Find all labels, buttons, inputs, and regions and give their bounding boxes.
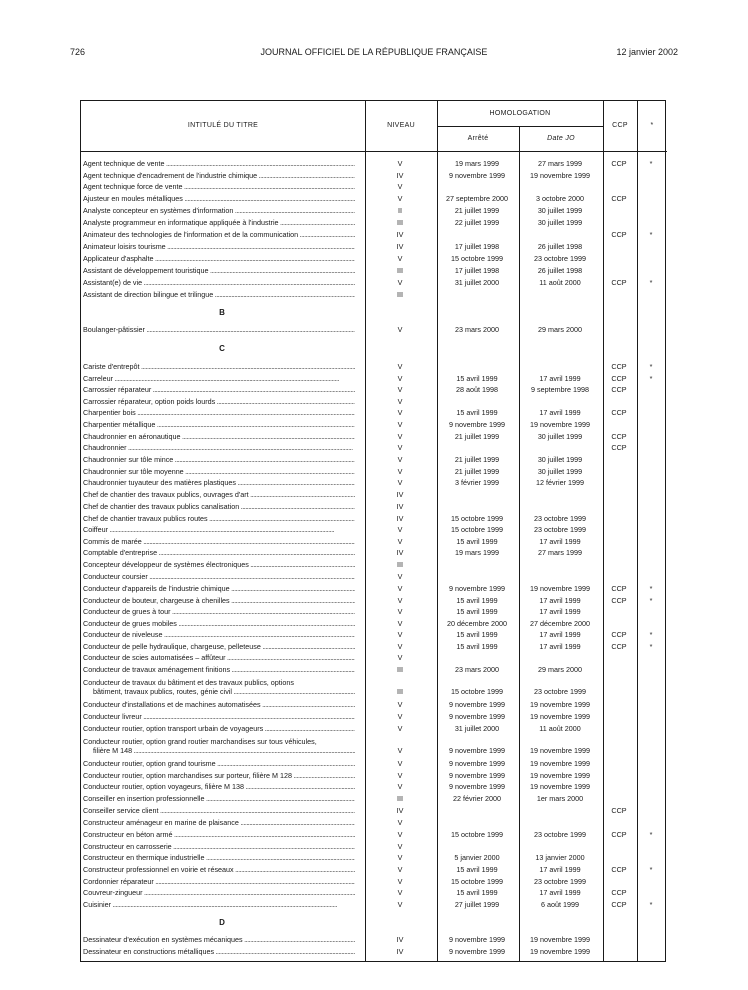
cell-niveau: V bbox=[397, 746, 403, 755]
cell-niveau: V bbox=[397, 724, 403, 733]
cell-title-line1: Conducteur de travaux du bâtiment et des travaux publics, options bbox=[83, 678, 294, 687]
publication-date: 12 janvier 2002 bbox=[616, 47, 678, 57]
cell-date-jo: 19 novembre 1999 bbox=[530, 746, 590, 755]
cell-arrete: 3 février 1999 bbox=[455, 478, 499, 487]
cell-title: Applicateur d'asphalte ..... bbox=[83, 254, 355, 264]
cell-niveau: V bbox=[397, 478, 403, 487]
cell-niveau: V bbox=[397, 771, 403, 780]
cell-title: Chef de chantier des travaux publics, ouvrages d'art ..... bbox=[83, 490, 355, 500]
cell-title-line2: filière M 148 ..... bbox=[83, 746, 355, 755]
cell-niveau: V bbox=[397, 467, 403, 476]
cell-niveau: III bbox=[397, 794, 403, 803]
cell-arrete: 21 juillet 1999 bbox=[454, 467, 500, 476]
cell-niveau: IV bbox=[396, 947, 404, 956]
cell-niveau: V bbox=[397, 397, 403, 406]
cell-niveau: V bbox=[397, 443, 403, 452]
cell-title: Chef de chantier travaux publics routes ..... bbox=[83, 514, 355, 524]
cell-title: Cuisinier ..... bbox=[83, 900, 355, 910]
cell-title: Chaudronnier ..... bbox=[83, 443, 355, 453]
cell-niveau: V bbox=[397, 159, 403, 168]
cell-niveau: V bbox=[397, 877, 403, 886]
cell-date-jo: 17 avril 1999 bbox=[539, 408, 581, 417]
cell-date-jo: 12 février 1999 bbox=[536, 478, 584, 487]
cell-niveau: V bbox=[397, 194, 403, 203]
cell-niveau: IV bbox=[396, 502, 404, 511]
cell-arrete: 15 octobre 1999 bbox=[451, 877, 503, 886]
cell-title: Dessinateur en constructions métalliques ..... bbox=[83, 947, 355, 957]
cell-title: Carrossier réparateur ..... bbox=[83, 385, 355, 395]
cell-date-jo: 26 juillet 1998 bbox=[537, 266, 583, 275]
column-header-title: INTITULÉ DU TITRE bbox=[187, 122, 259, 129]
cell-title: Animateur des technologies de l'information et de la communication ..... bbox=[83, 230, 355, 240]
cell-title: Chaudronnier sur tôle moyenne ..... bbox=[83, 467, 355, 477]
cell-title: Assistant de direction bilingue et trilingue ..... bbox=[83, 290, 355, 300]
journal-title: JOURNAL OFFICIEL DE LA RÉPUBLIQUE FRANÇAISE bbox=[260, 47, 488, 57]
cell-arrete: 9 novembre 1999 bbox=[449, 947, 505, 956]
cell-title: Conducteur de pelle hydraulique, chargeuse, pelleteuse ..... bbox=[83, 642, 355, 652]
cell-date-jo: 23 octobre 1999 bbox=[534, 254, 586, 263]
cell-niveau: V bbox=[397, 596, 403, 605]
cell-arrete: 31 juillet 2000 bbox=[454, 278, 500, 287]
cell-niveau: V bbox=[397, 374, 403, 383]
cell-title: Animateur loisirs tourisme ..... bbox=[83, 242, 355, 252]
cell-ccp: CCP bbox=[611, 432, 627, 441]
section-letter: B bbox=[219, 308, 225, 317]
cell-title: Conducteur de niveleuse ..... bbox=[83, 630, 355, 640]
cell-arrete: 9 novembre 1999 bbox=[449, 771, 505, 780]
cell-niveau: V bbox=[397, 853, 403, 862]
cell-title: Conducteur routier, option marchandises sur porteur, filière M 128 ..... bbox=[83, 771, 355, 781]
cell-date-jo: 17 avril 1999 bbox=[539, 607, 581, 616]
cell-arrete: 22 février 2000 bbox=[453, 794, 501, 803]
cell-star: * bbox=[649, 630, 653, 639]
cell-title: Analyste concepteur en systèmes d'information ..... bbox=[83, 206, 355, 216]
cell-ccp: CCP bbox=[611, 584, 627, 593]
cell-niveau: V bbox=[397, 325, 403, 334]
cell-title: Commis de marée ..... bbox=[83, 537, 355, 547]
cell-title: Conducteur de bouteur, chargeuse à chenilles ..... bbox=[83, 596, 355, 606]
cell-arrete: 15 avril 1999 bbox=[456, 642, 498, 651]
cell-title: Conducteur de grues à tour ..... bbox=[83, 607, 355, 617]
cell-title: Couvreur-zingueur ..... bbox=[83, 888, 355, 898]
cell-title: Chef de chantier des travaux publics canalisation ..... bbox=[83, 502, 355, 512]
cell-niveau: V bbox=[397, 408, 403, 417]
cell-arrete: 15 octobre 1999 bbox=[451, 254, 503, 263]
cell-niveau: V bbox=[397, 653, 403, 662]
cell-title: Conducteur de scies automatisées – affûteur ..... bbox=[83, 653, 355, 663]
cell-title: Conducteur livreur ..... bbox=[83, 712, 355, 722]
cell-arrete: 19 mars 1999 bbox=[455, 159, 499, 168]
cell-title: Conseiller service client ..... bbox=[83, 806, 355, 816]
cell-title: Conducteur d'installations et de machines automatisées ..... bbox=[83, 700, 355, 710]
cell-title: Conducteur routier, option grand tourisme ..... bbox=[83, 759, 355, 769]
cell-title: Ajusteur en moules métalliques ..... bbox=[83, 194, 355, 204]
cell-title: Dessinateur d'exécution en systèmes mécaniques ..... bbox=[83, 935, 355, 945]
cell-title bbox=[83, 737, 355, 755]
cell-niveau: V bbox=[397, 584, 403, 593]
cell-title: Conducteur coursier ..... bbox=[83, 572, 355, 582]
cell-arrete: 15 avril 1999 bbox=[456, 607, 498, 616]
cell-arrete: 15 octobre 1999 bbox=[451, 687, 503, 696]
cell-date-jo: 17 avril 1999 bbox=[539, 865, 581, 874]
cell-ccp: CCP bbox=[611, 596, 627, 605]
cell-arrete: 15 avril 1999 bbox=[456, 630, 498, 639]
cell-title: Carreleur ..... bbox=[83, 374, 355, 384]
cell-star: * bbox=[649, 830, 653, 839]
cell-title: Agent technique d'encadrement de l'industrie chimique ..... bbox=[83, 171, 355, 181]
cell-star: * bbox=[649, 362, 653, 371]
column-header-niveau: NIVEAU bbox=[387, 122, 415, 129]
cell-star: * bbox=[649, 642, 653, 651]
cell-title-line1: Conducteur routier, option grand routier marchandises sur tous véhicules, bbox=[83, 737, 317, 746]
cell-date-jo: 30 juillet 1999 bbox=[537, 455, 583, 464]
cell-title: Conducteur routier, option voyageurs, filière M 138 ..... bbox=[83, 782, 355, 792]
cell-star: * bbox=[649, 584, 653, 593]
cell-niveau: IV bbox=[396, 171, 404, 180]
cell-date-jo: 19 novembre 1999 bbox=[530, 700, 590, 709]
cell-arrete: 9 novembre 1999 bbox=[449, 420, 505, 429]
cell-date-jo: 23 octobre 1999 bbox=[534, 525, 586, 534]
column-header-date-jo: Date JO bbox=[547, 135, 575, 142]
cell-ccp: CCP bbox=[611, 642, 627, 651]
cell-niveau: V bbox=[397, 818, 403, 827]
cell-date-jo: 30 juillet 1999 bbox=[537, 218, 583, 227]
cell-star: * bbox=[649, 900, 653, 909]
cell-date-jo: 30 juillet 1999 bbox=[537, 432, 583, 441]
cell-arrete: 9 novembre 1999 bbox=[449, 746, 505, 755]
cell-star: * bbox=[649, 596, 653, 605]
cell-date-jo: 27 décembre 2000 bbox=[530, 619, 590, 628]
cell-title: Assistant(e) de vie ..... bbox=[83, 278, 355, 288]
cell-title: Cordonnier réparateur ..... bbox=[83, 877, 355, 887]
cell-title: Comptable d'entreprise ..... bbox=[83, 548, 355, 558]
cell-date-jo: 17 avril 1999 bbox=[539, 537, 581, 546]
cell-arrete: 9 novembre 1999 bbox=[449, 935, 505, 944]
cell-date-jo: 23 octobre 1999 bbox=[534, 514, 586, 523]
cell-niveau: V bbox=[397, 537, 403, 546]
cell-title bbox=[83, 678, 355, 696]
cell-arrete: 17 juillet 1998 bbox=[454, 242, 500, 251]
cell-ccp: CCP bbox=[611, 362, 627, 371]
cell-niveau: IV bbox=[396, 806, 404, 815]
cell-title: Charpentier métallique ..... bbox=[83, 420, 355, 430]
cell-title: Conducteur de travaux aménagement finitions ..... bbox=[83, 665, 355, 675]
cell-date-jo: 11 août 2000 bbox=[539, 278, 581, 287]
cell-niveau: V bbox=[397, 900, 403, 909]
cell-date-jo: 9 septembre 1998 bbox=[531, 385, 589, 394]
cell-niveau: V bbox=[397, 432, 403, 441]
cell-niveau: V bbox=[397, 759, 403, 768]
cell-title: Conducteur routier, option transport urbain de voyageurs ..... bbox=[83, 724, 355, 734]
cell-title: Conducteur d'appareils de l'industrie chimique ..... bbox=[83, 584, 355, 594]
cell-arrete: 27 septembre 2000 bbox=[446, 194, 508, 203]
cell-star: * bbox=[649, 865, 653, 874]
cell-arrete: 9 novembre 1999 bbox=[449, 171, 505, 180]
cell-niveau: V bbox=[397, 830, 403, 839]
cell-arrete: 15 octobre 1999 bbox=[451, 514, 503, 523]
cell-niveau: V bbox=[397, 865, 403, 874]
cell-arrete: 17 juillet 1998 bbox=[454, 266, 500, 275]
cell-arrete: 15 octobre 1999 bbox=[451, 830, 503, 839]
cell-niveau: V bbox=[397, 278, 403, 287]
cell-arrete: 31 juillet 2000 bbox=[454, 724, 500, 733]
cell-title: Constructeur professionnel en voirie et réseaux ..... bbox=[83, 865, 355, 875]
cell-date-jo: 19 novembre 1999 bbox=[530, 759, 590, 768]
cell-arrete: 28 août 1998 bbox=[456, 385, 498, 394]
cell-date-jo: 19 novembre 1999 bbox=[530, 947, 590, 956]
cell-niveau: V bbox=[397, 619, 403, 628]
section-letter: D bbox=[219, 918, 225, 927]
cell-niveau: IV bbox=[396, 490, 404, 499]
header-divider bbox=[81, 151, 667, 152]
cell-title: Constructeur en béton armé ..... bbox=[83, 830, 355, 840]
cell-date-jo: 3 octobre 2000 bbox=[536, 194, 584, 203]
cell-arrete: 15 avril 1999 bbox=[456, 408, 498, 417]
cell-niveau: V bbox=[397, 700, 403, 709]
cell-arrete: 9 novembre 1999 bbox=[449, 700, 505, 709]
column-header-ccp: CCP bbox=[612, 122, 628, 129]
cell-niveau: II bbox=[398, 206, 402, 215]
cell-ccp: CCP bbox=[611, 888, 627, 897]
cell-title: Coiffeur ..... bbox=[83, 525, 355, 535]
cell-date-jo: 27 mars 1999 bbox=[538, 548, 582, 557]
cell-niveau: V bbox=[397, 642, 403, 651]
cell-arrete: 19 mars 1999 bbox=[455, 548, 499, 557]
cell-arrete: 9 novembre 1999 bbox=[449, 759, 505, 768]
cell-date-jo: 17 avril 1999 bbox=[539, 888, 581, 897]
cell-ccp: CCP bbox=[611, 900, 627, 909]
cell-arrete: 15 avril 1999 bbox=[456, 374, 498, 383]
cell-star: * bbox=[649, 278, 653, 287]
cell-title: Conseiller en insertion professionnelle ..... bbox=[83, 794, 355, 804]
cell-ccp: CCP bbox=[611, 230, 627, 239]
cell-date-jo: 29 mars 2000 bbox=[538, 665, 582, 674]
page-number: 726 bbox=[70, 47, 86, 57]
cell-title: Carrossier réparateur, option poids lourds ..... bbox=[83, 397, 355, 407]
cell-title: Chaudronnier tuyauteur des matières plastiques ..... bbox=[83, 478, 355, 488]
cell-date-jo: 1er mars 2000 bbox=[536, 794, 584, 803]
cell-niveau: III bbox=[397, 266, 403, 275]
cell-arrete: 15 avril 1999 bbox=[456, 865, 498, 874]
cell-niveau: IV bbox=[396, 935, 404, 944]
cell-arrete: 15 avril 1999 bbox=[456, 537, 498, 546]
cell-ccp: CCP bbox=[611, 385, 627, 394]
cell-arrete: 21 juillet 1999 bbox=[454, 432, 500, 441]
cell-date-jo: 19 novembre 1999 bbox=[530, 782, 590, 791]
cell-niveau: V bbox=[397, 254, 403, 263]
cell-title: Agent technique de vente ..... bbox=[83, 159, 355, 169]
cell-niveau: V bbox=[397, 572, 403, 581]
cell-date-jo: 19 novembre 1999 bbox=[530, 584, 590, 593]
cell-niveau: IV bbox=[396, 548, 404, 557]
cell-arrete: 15 octobre 1999 bbox=[451, 525, 503, 534]
cell-date-jo: 11 août 2000 bbox=[539, 724, 581, 733]
cell-title: Chaudronnier en aéronautique ..... bbox=[83, 432, 355, 442]
cell-niveau: V bbox=[397, 842, 403, 851]
cell-date-jo: 17 avril 1999 bbox=[539, 642, 581, 651]
cell-niveau: V bbox=[397, 455, 403, 464]
cell-niveau: V bbox=[397, 362, 403, 371]
cell-title: Analyste programmeur en informatique appliquée à l'industrie ..... bbox=[83, 218, 355, 228]
cell-arrete: 9 novembre 1999 bbox=[449, 584, 505, 593]
cell-date-jo: 17 avril 1999 bbox=[539, 374, 581, 383]
cell-arrete: 21 juillet 1999 bbox=[454, 455, 500, 464]
cell-arrete: 22 juillet 1999 bbox=[454, 218, 500, 227]
cell-date-jo: 27 mars 1999 bbox=[538, 159, 582, 168]
cell-title: Concepteur développeur de systèmes électroniques ..... bbox=[83, 560, 355, 570]
cell-title: Charpentier bois ..... bbox=[83, 408, 355, 418]
cell-ccp: CCP bbox=[611, 830, 627, 839]
cell-date-jo: 19 novembre 1999 bbox=[530, 935, 590, 944]
cell-niveau: V bbox=[397, 420, 403, 429]
column-header-homologation: HOMOLOGATION bbox=[489, 110, 551, 117]
cell-star: * bbox=[649, 159, 653, 168]
cell-niveau: III bbox=[397, 560, 403, 569]
cell-date-jo: 19 novembre 1999 bbox=[530, 771, 590, 780]
cell-arrete: 9 novembre 1999 bbox=[449, 712, 505, 721]
cell-date-jo: 19 novembre 1999 bbox=[530, 420, 590, 429]
cell-niveau: V bbox=[397, 525, 403, 534]
cell-niveau: V bbox=[397, 782, 403, 791]
cell-title: Constructeur en thermique industrielle ..... bbox=[83, 853, 355, 863]
cell-ccp: CCP bbox=[611, 408, 627, 417]
cell-arrete: 23 mars 2000 bbox=[455, 325, 499, 334]
cell-date-jo: 23 octobre 1999 bbox=[534, 830, 586, 839]
cell-date-jo: 19 novembre 1999 bbox=[530, 171, 590, 180]
column-header-arrete: Arrêté bbox=[467, 135, 489, 142]
column-header-star: * bbox=[650, 122, 654, 129]
cell-star: * bbox=[649, 374, 653, 383]
cell-date-jo: 29 mars 2000 bbox=[538, 325, 582, 334]
cell-niveau: V bbox=[397, 888, 403, 897]
cell-date-jo: 19 novembre 1999 bbox=[530, 712, 590, 721]
cell-niveau: IV bbox=[396, 514, 404, 523]
cell-date-jo: 30 juillet 1999 bbox=[537, 206, 583, 215]
cell-date-jo: 17 avril 1999 bbox=[539, 596, 581, 605]
cell-date-jo: 13 janvier 2000 bbox=[535, 853, 585, 862]
header-divider bbox=[437, 126, 603, 127]
cell-title: Boulanger-pâtissier ..... bbox=[83, 325, 355, 335]
cell-ccp: CCP bbox=[611, 194, 627, 203]
cell-niveau: V bbox=[397, 607, 403, 616]
cell-ccp: CCP bbox=[611, 865, 627, 874]
cell-arrete: 9 novembre 1999 bbox=[449, 782, 505, 791]
cell-title: Assistant de développement touristique ..... bbox=[83, 266, 355, 276]
cell-star: * bbox=[649, 230, 653, 239]
cell-date-jo: 26 juillet 1998 bbox=[537, 242, 583, 251]
cell-niveau: IV bbox=[396, 242, 404, 251]
cell-ccp: CCP bbox=[611, 374, 627, 383]
cell-ccp: CCP bbox=[611, 278, 627, 287]
cell-niveau: III bbox=[397, 687, 403, 696]
cell-niveau: V bbox=[397, 385, 403, 394]
cell-ccp: CCP bbox=[611, 806, 627, 815]
cell-arrete: 15 avril 1999 bbox=[456, 596, 498, 605]
cell-niveau: V bbox=[397, 630, 403, 639]
cell-ccp: CCP bbox=[611, 443, 627, 452]
cell-date-jo: 17 avril 1999 bbox=[539, 630, 581, 639]
section-letter: C bbox=[219, 344, 225, 353]
cell-date-jo: 6 août 1999 bbox=[541, 900, 579, 909]
cell-title: Constructeur en carrosserie ..... bbox=[83, 842, 355, 852]
cell-niveau: V bbox=[397, 182, 403, 191]
cell-date-jo: 23 octobre 1999 bbox=[534, 687, 586, 696]
cell-niveau: III bbox=[397, 665, 403, 674]
cell-date-jo: 23 octobre 1999 bbox=[534, 877, 586, 886]
cell-arrete: 27 juillet 1999 bbox=[454, 900, 500, 909]
cell-title-line2: bâtiment, travaux publics, routes, génie civil ..... bbox=[83, 687, 355, 696]
cell-title: Conducteur de grues mobiles ..... bbox=[83, 619, 355, 629]
cell-niveau: IV bbox=[396, 230, 404, 239]
cell-arrete: 23 mars 2000 bbox=[455, 665, 499, 674]
cell-title: Agent technique force de vente ..... bbox=[83, 182, 355, 192]
cell-arrete: 21 juillet 1999 bbox=[454, 206, 500, 215]
cell-date-jo: 30 juillet 1999 bbox=[537, 467, 583, 476]
cell-title: Cariste d'entrepôt ..... bbox=[83, 362, 355, 372]
cell-arrete: 5 janvier 2000 bbox=[454, 853, 500, 862]
cell-title: Chaudronnier sur tôle mince ..... bbox=[83, 455, 355, 465]
cell-title: Constructeur aménageur en marine de plaisance ..... bbox=[83, 818, 355, 828]
cell-arrete: 20 décembre 2000 bbox=[447, 619, 507, 628]
cell-arrete: 15 avril 1999 bbox=[456, 888, 498, 897]
cell-niveau: V bbox=[397, 712, 403, 721]
cell-niveau: III bbox=[397, 290, 403, 299]
cell-ccp: CCP bbox=[611, 159, 627, 168]
cell-niveau: III bbox=[397, 218, 403, 227]
cell-ccp: CCP bbox=[611, 630, 627, 639]
